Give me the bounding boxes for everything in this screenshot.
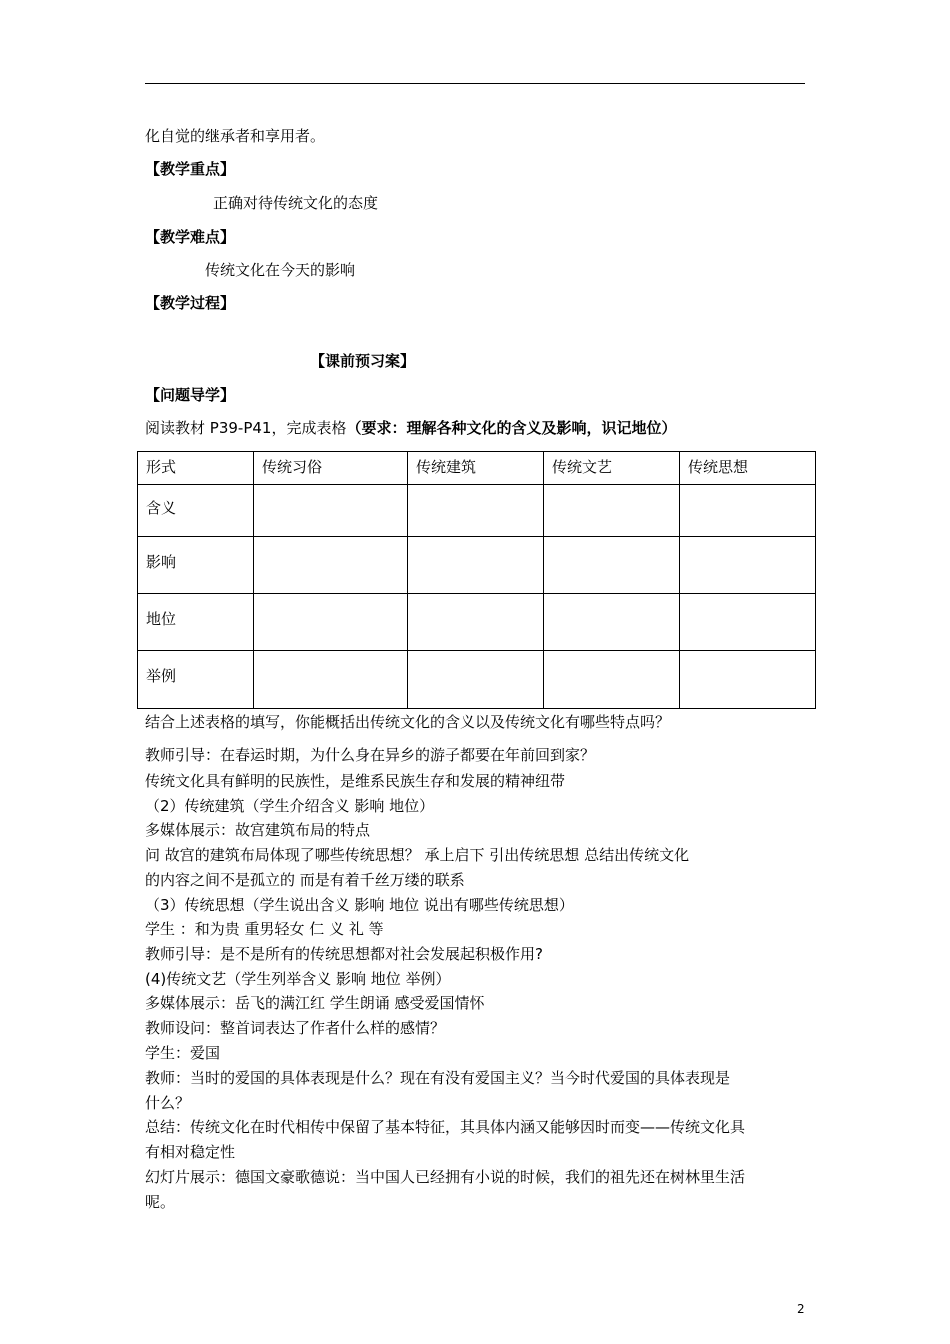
instruction-text: 阅读教材 P39-P41，完成表格 <box>145 419 347 437</box>
process-heading: 【教学过程】 <box>145 294 236 312</box>
table-header-cell: 传统习俗 <box>254 452 408 485</box>
difficulty-text: 传统文化在今天的影响 <box>205 261 356 279</box>
body-line: 教师：当时的爱国的具体表现是什么？现在有没有爱国主义？当今时代爱国的具体表现是 <box>145 1069 731 1087</box>
table-cell <box>544 594 680 651</box>
row-label: 地位 <box>138 594 254 651</box>
preview-heading: 【课前预习案】 <box>310 352 416 370</box>
row-label: 举例 <box>138 651 254 709</box>
row-label: 影响 <box>138 537 254 594</box>
table-cell <box>680 485 816 537</box>
intro-tail: 化自觉的继承者和享用者。 <box>145 127 326 145</box>
table-cell <box>254 594 408 651</box>
table-header-cell: 传统建筑 <box>408 452 544 485</box>
body-line: 的内容之间不是孤立的 而是有着千丝万缕的联系 <box>145 871 465 889</box>
body-line: 教师引导：在春运时期，为什么身在异乡的游子都要在年前回到家？ <box>145 746 596 764</box>
table-cell <box>254 651 408 709</box>
guide-heading: 【问题导学】 <box>145 386 236 404</box>
page-number: 2 <box>797 1302 805 1316</box>
key-point-text: 正确对待传统文化的态度 <box>213 194 379 212</box>
table-cell <box>680 651 816 709</box>
body-line: 多媒体展示：故宫建筑布局的特点 <box>145 821 371 839</box>
table-header-cell: 传统思想 <box>680 452 816 485</box>
body-line: (4)传统文艺（学生列举含义 影响 地位 举例） <box>145 970 451 988</box>
body-line: （2）传统建筑（学生介绍含义 影响 地位） <box>145 797 435 815</box>
table-cell <box>680 594 816 651</box>
table-header-cell: 形式 <box>138 452 254 485</box>
difficulty-heading: 【教学难点】 <box>145 228 236 246</box>
body-line: 多媒体展示：岳飞的满江红 学生朗诵 感受爱国情怀 <box>145 994 485 1012</box>
table-row <box>138 651 816 709</box>
table-cell <box>408 651 544 709</box>
body-line: 教师引导：是不是所有的传统思想都对社会发展起积极作用? <box>145 945 543 963</box>
table-row <box>138 594 816 651</box>
body-line: 问 故宫的建筑布局体现了哪些传统思想？ 承上启下 引出传统思想 总结出传统文化 <box>145 846 690 864</box>
culture-table <box>137 451 816 709</box>
table-cell <box>544 485 680 537</box>
row-label: 含义 <box>138 485 254 537</box>
body-line: 幻灯片展示：德国文豪歌德说：当中国人已经拥有小说的时候，我们的祖先还在树林里生活 <box>145 1168 746 1186</box>
table-header-row <box>138 452 816 485</box>
table-cell <box>680 537 816 594</box>
body-line: 学生：爱国 <box>145 1044 221 1062</box>
header-rule <box>145 83 805 84</box>
table-cell <box>544 537 680 594</box>
body-line: 呢。 <box>145 1193 176 1211</box>
table-cell <box>254 485 408 537</box>
table-cell <box>408 485 544 537</box>
table-cell <box>544 651 680 709</box>
key-point-heading: 【教学重点】 <box>145 160 236 178</box>
body-line: 总结：传统文化在时代相传中保留了基本特征，其具体内涵又能够因时而变——传统文化具 <box>145 1118 746 1136</box>
body-line: 结合上述表格的填写，你能概括出传统文化的含义以及传统文化有哪些特点吗？ <box>145 713 671 731</box>
body-line: 有相对稳定性 <box>145 1143 236 1161</box>
table-cell <box>254 537 408 594</box>
table-row <box>138 537 816 594</box>
table-header-cell: 传统文艺 <box>544 452 680 485</box>
body-line: 教师设问：整首词表达了作者什么样的感情？ <box>145 1019 446 1037</box>
body-line: 学生 ：和为贵 重男轻女 仁 义 礼 等 <box>145 920 384 938</box>
table-row <box>138 485 816 537</box>
instruction-line <box>145 419 676 437</box>
body-line: 什么？ <box>145 1094 191 1112</box>
body-line: （3）传统思想（学生说出含义 影响 地位 说出有哪些传统思想） <box>145 896 574 914</box>
instruction-requirement: （要求：理解各种文化的含义及影响，识记地位） <box>346 419 677 437</box>
body-line: 传统文化具有鲜明的民族性，是维系民族生存和发展的精神纽带 <box>145 772 566 790</box>
table-cell <box>408 594 544 651</box>
table-cell <box>408 537 544 594</box>
